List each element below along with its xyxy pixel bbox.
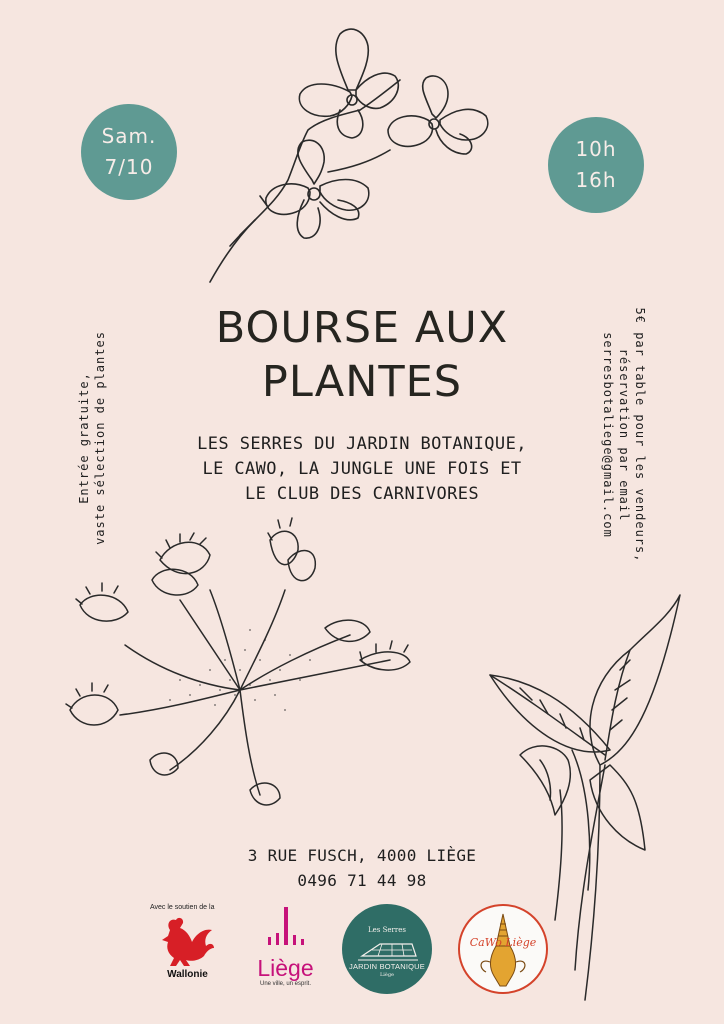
- wallonie-name: Wallonie: [167, 969, 208, 980]
- organizers-text: [150, 432, 574, 507]
- title-line-2: PLANTES: [261, 357, 463, 407]
- street-address: 3 RUE FUSCH, 4000 LIÈGE: [247, 846, 477, 865]
- date-value: 7/10: [104, 155, 154, 179]
- orchid-illustration: [200, 20, 510, 290]
- address-block: [170, 843, 554, 893]
- vendor-info-line-2: réservation par email: [617, 348, 631, 522]
- rooster-icon: [156, 912, 218, 968]
- wallonie-logo: [150, 903, 225, 995]
- venus-flytrap-illustration: [60, 520, 420, 820]
- hours-open: 10h: [575, 137, 617, 161]
- liege-bars-icon: [266, 905, 306, 947]
- vendor-info-line-1: 5€ par table pour les vendeurs,: [633, 307, 647, 563]
- cawo-mark-icon[interactable]: [460, 906, 546, 992]
- organizers-line-3: LE CLUB DES CARNIVORES: [245, 484, 479, 504]
- cawo-logo: [458, 904, 548, 994]
- vendor-email[interactable]: serresbotaliege@gmail.com: [601, 332, 615, 538]
- title-line-1: BOURSE AUX: [215, 303, 509, 353]
- liege-logo: [248, 905, 323, 995]
- serres-small-text: Les Serres: [368, 926, 406, 934]
- hours-close: 16h: [575, 168, 617, 192]
- organizers-line-2: LE CAWO, LA JUNGLE UNE FOIS ET: [202, 459, 522, 479]
- page-title: [110, 301, 614, 409]
- entry-info-line-1: Entrée gratuite,: [77, 372, 91, 504]
- entry-info-line-2: vaste sélection de plantes: [93, 331, 107, 545]
- serres-name: JARDIN BOTANIQUE: [349, 962, 425, 971]
- liege-tagline: Une ville, un esprit.: [259, 981, 312, 987]
- entry-info: [76, 331, 108, 545]
- vendor-info: [600, 308, 648, 563]
- date-day: Sam.: [101, 124, 157, 148]
- organizers-line-1: LES SERRES DU JARDIN BOTANIQUE,: [197, 434, 527, 454]
- date-badge: [81, 104, 177, 200]
- greenhouse-icon: [342, 904, 432, 994]
- cawo-name: CaWo Liège: [469, 936, 537, 949]
- serres-place: Liège: [379, 972, 395, 978]
- phone-number[interactable]: 0496 71 44 98: [297, 871, 427, 890]
- hours-badge: [548, 117, 644, 213]
- serres-botaniques-logo: [342, 904, 432, 994]
- wallonie-caption: Avec le soutien de la: [150, 904, 215, 911]
- liege-name: Liège: [257, 955, 314, 981]
